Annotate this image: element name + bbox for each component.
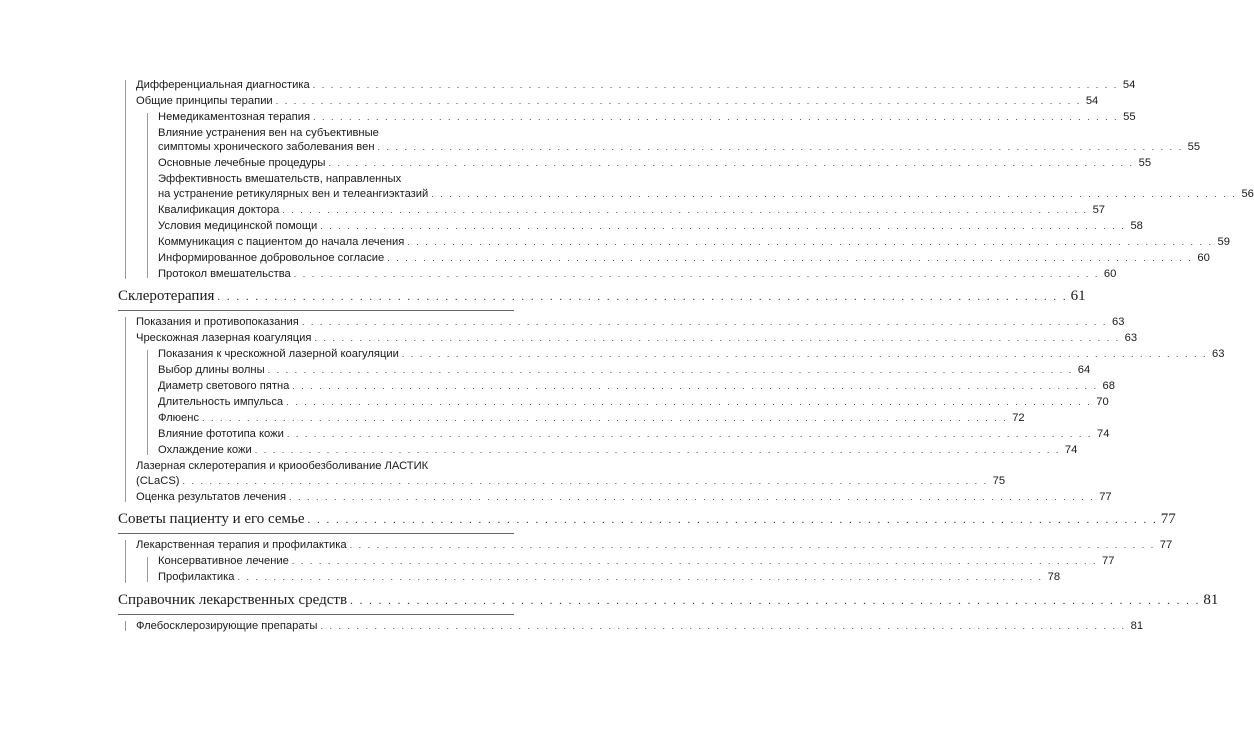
toc-entry-title: Коммуникация с пациентом до начала лечения	[158, 235, 405, 248]
toc-entry[interactable]	[158, 443, 1078, 458]
toc-entry[interactable]	[158, 126, 1201, 155]
table-of-contents	[118, 76, 1254, 633]
toc-entry[interactable]	[136, 490, 1112, 505]
dot-leader: . . . . . . . . . . . . . . . . . . . . . . . . . . . . . . . . . . . . . . . . . . . . . . . . . . . . . . . . . . . . . . . . . . . . . . . . . . . . . . . . . . . . . . . . . .	[320, 620, 1127, 631]
toc-chapter[interactable]	[118, 590, 1219, 611]
toc-entry-title: Влияние фототипа кожи	[158, 428, 284, 440]
toc-entry-page: 77	[1159, 539, 1173, 551]
toc-entry[interactable]	[158, 219, 1143, 234]
toc-entry[interactable]	[136, 619, 1144, 634]
toc-entry-page: 74	[1096, 428, 1110, 440]
toc-entry-page: 75	[992, 474, 1006, 487]
toc-entry-title: Лекарственная терапия и профилактика	[136, 539, 347, 551]
toc-entry-title: Квалификация доктора	[158, 203, 280, 216]
toc-entry-page: 63	[1111, 316, 1125, 328]
toc-entry-page: 63	[1212, 348, 1225, 360]
dot-leader: . . . . . . . . . . . . . . . . . . . . . . . . . . . . . . . . . . . . . . . . . . . . . . . . . . . . . . . . . . . . . . . . . . . . . . . . . . . . . . . . . . . . . . . . . .	[293, 268, 1100, 279]
toc-entry-page: 58	[1130, 219, 1143, 232]
toc-entry[interactable]	[158, 251, 1210, 266]
chapter-divider	[118, 533, 514, 534]
toc-subsection-group	[118, 554, 1115, 585]
toc-entry-title: Диаметр светового пятна	[158, 380, 290, 392]
toc-entry-title: Основные лечебные процедуры	[158, 157, 326, 169]
toc-entry[interactable]	[158, 172, 1254, 201]
toc-entry-page: 54	[1085, 94, 1099, 107]
toc-chapter-page: 77	[1160, 511, 1176, 527]
dot-leader: . . . . . . . . . . . . . . . . . . . . . . . . . . . . . . . . . . . . . . . . . . . . . . . . . . . . . . . . . . . . . . . . . . . . . . . . . . . . . . . . . . . . . . . . . .	[328, 158, 1135, 168]
toc-subsection-group	[118, 347, 1225, 458]
toc-entry-page: 77	[1102, 555, 1115, 567]
dot-leader: . . . . . . . . . . . . . . . . . . . . . . . . . . . . . . . . . . . . . . . . . . . . . . . . . . . . . . . . . . . . . . . . . . . . . . . . . . . . . . . . . . . . . . . . . .	[313, 111, 1119, 122]
dot-leader: . . . . . . . . . . . . . . . . . . . . . . . . . . . . . . . . . . . . . . . . . . . . . . . . . . . . . . . . . . . . . . . . . . . . . . . . . . . . . . . . . . . . . . . . . .	[407, 236, 1213, 247]
toc-chapter-page: 61	[1070, 288, 1086, 304]
toc-entry[interactable]	[136, 538, 1173, 553]
toc-entry-page: 77	[1099, 490, 1112, 503]
toc-entry-title: Информированное добровольное согласие	[158, 251, 385, 264]
dot-leader: . . . . . . . . . . . . . . . . . . . . . . . . . . . . . . . . . . . . . . . . . . . . . . . . . . . . . . . . . . . . . . . . . . . . . . . . . . . . . . . . . . . . . . . . . .	[254, 445, 1061, 455]
toc-entry[interactable]	[158, 203, 1106, 218]
toc-entry-title: Дифференциальная диагностика	[136, 78, 310, 91]
dot-leader: . . . . . . . . . . . . . . . . . . . . . . . . . . . . . . . . . . . . . . . . . . . . . . . . . . . . . . . . . . . . . . . . . . . . . . . . . . . . . . . . . . . . . . . . . .	[401, 349, 1208, 359]
dot-leader: . . . . . . . . . . . . . . . . . . . . . . . . . . . . . . . . . . . . . . . . . . . . . . . . . . . . . . . . . . . . . . . . . . . . . . . . . . . . . . . . . . . . . . . . . .	[349, 540, 1156, 550]
chapter-divider	[118, 614, 514, 615]
dot-leader: . . . . . . . . . . . . . . . . . . . . . . . . . . . . . . . . . . . . . . . . . . . . . . . . . . . . . . . . . . . . . . . . . . . . . . . . . . . . . . . . . . . . . . . . . .	[301, 317, 1108, 327]
toc-entry-title: Охлаждение кожи	[158, 444, 252, 456]
dot-leader: . . . . . . . . . . . . . . . . . . . . . . . . . . . . . . . . . . . . . . . . . . . . . . . . . . . . . . . . . . . . . . . . . . . . . . . . . . . . . . . . . . . . . . . . . .	[350, 594, 1201, 607]
toc-entry[interactable]	[158, 235, 1230, 250]
toc-section-group	[118, 619, 1144, 634]
toc-entry-title: Общие принципы терапии	[136, 94, 273, 107]
dot-leader: . . . . . . . . . . . . . . . . . . . . . . . . . . . . . . . . . . . . . . . . . . . . . . . . . . . . . . . . . . . . . . . . . . . . . . . . . . . . . . . . . . . . . . . . . .	[292, 381, 1098, 391]
toc-entry-page: 81	[1130, 619, 1144, 632]
toc-entry-title: Выбор длины волны	[158, 364, 265, 376]
toc-entry-page: 78	[1047, 571, 1061, 583]
toc-entry-page: 59	[1217, 235, 1230, 248]
toc-entry-page: 55	[1138, 157, 1152, 169]
toc-entry-title: Условия медицинской помощи	[158, 219, 318, 232]
toc-entry-page: 63	[1124, 332, 1138, 344]
toc-entry[interactable]	[136, 94, 1099, 109]
toc-entry-title: Консервативное лечение	[158, 555, 289, 567]
toc-entry-page: 60	[1197, 251, 1210, 264]
dot-leader: . . . . . . . . . . . . . . . . . . . . . . . . . . . . . . . . . . . . . . . . . . . . . . . . . . . . . . . . . . . . . . . . . . . . . . . . . . . . . . . . . . . . . . . . . .	[286, 397, 1092, 407]
dot-leader: . . . . . . . . . . . . . . . . . . . . . . . . . . . . . . . . . . . . . . . . . . . . . . . . . . . . . . . . . . . . . . . . . . . . . . . . . . . . . . . . . . . . . . . . . .	[312, 79, 1119, 90]
toc-entry[interactable]	[136, 331, 1138, 346]
toc-entry-title-continued: (CLaCS)	[136, 474, 180, 487]
toc-chapter[interactable]	[118, 286, 1086, 307]
toc-entry[interactable]	[158, 110, 1136, 125]
toc-entry[interactable]	[158, 427, 1110, 442]
dot-leader: . . . . . . . . . . . . . . . . . . . . . . . . . . . . . . . . . . . . . . . . . . . . . . . . . . . . . . . . . . . . . . . . . . . . . . . . . . . . . . . . . . . . . . . . . .	[275, 95, 1082, 106]
toc-entry-title: Чрескожная лазерная коагуляция	[136, 332, 312, 344]
toc-entry-title: Показания к чрескожной лазерной коагуляции	[158, 348, 399, 360]
dot-leader: . . . . . . . . . . . . . . . . . . . . . . . . . . . . . . . . . . . . . . . . . . . . . . . . . . . . . . . . . . . . . . . . . . . . . . . . . . . . . . . . . . . . . . . . . .	[289, 491, 1095, 502]
toc-entry[interactable]	[136, 78, 1136, 93]
toc-entry-title: Влияние устранения вен на субъективные	[158, 126, 379, 139]
dot-leader: . . . . . . . . . . . . . . . . . . . . . . . . . . . . . . . . . . . . . . . . . . . . . . . . . . . . . . . . . . . . . . . . . . . . . . . . . . . . . . . . . . . . . . . . . .	[431, 188, 1237, 199]
toc-chapter-page: 81	[1203, 591, 1219, 608]
dot-leader: . . . . . . . . . . . . . . . . . . . . . . . . . . . . . . . . . . . . . . . . . . . . . . . . . . . . . . . . . . . . . . . . . . . . . . . . . . . . . . . . . . . . . . . . . .	[377, 142, 1184, 152]
toc-entry-title: Немедикаментозная терапия	[158, 110, 311, 123]
dot-leader: . . . . . . . . . . . . . . . . . . . . . . . . . . . . . . . . . . . . . . . . . . . . . . . . . . . . . . . . . . . . . . . . . . . . . . . . . . . . . . . . . . . . . . . . . .	[291, 556, 1098, 566]
toc-chapter-title: Справочник лекарственных средств	[118, 591, 348, 608]
toc-entry-page: 56	[1241, 187, 1254, 200]
toc-entry[interactable]	[136, 459, 1006, 488]
dot-leader: . . . . . . . . . . . . . . . . . . . . . . . . . . . . . . . . . . . . . . . . . . . . . . . . . . . . . . . . . . . . . . . . . . . . . . . . . . . . . . . . . . . . . . . . . .	[217, 291, 1068, 303]
toc-entry-page: 55	[1187, 141, 1201, 153]
toc-entry-page: 74	[1064, 444, 1078, 456]
dot-leader: . . . . . . . . . . . . . . . . . . . . . . . . . . . . . . . . . . . . . . . . . . . . . . . . . . . . . . . . . . . . . . . . . . . . . . . . . . . . . . . . . . . . . . . . . .	[237, 572, 1044, 582]
toc-entry-title: Флебосклерозирующие препараты	[136, 619, 318, 632]
toc-entry[interactable]	[158, 395, 1109, 410]
toc-entry-page: 60	[1103, 267, 1117, 280]
toc-chapter[interactable]	[118, 509, 1176, 530]
toc-entry-page: 64	[1077, 364, 1091, 376]
toc-entry[interactable]	[158, 156, 1152, 171]
toc-entry-page: 54	[1122, 78, 1136, 91]
toc-section-group	[118, 78, 1254, 282]
toc-entry[interactable]	[158, 363, 1091, 378]
dot-leader: . . . . . . . . . . . . . . . . . . . . . . . . . . . . . . . . . . . . . . . . . . . . . . . . . . . . . . . . . . . . . . . . . . . . . . . . . . . . . . . . . . . . . . . . . .	[320, 220, 1126, 231]
toc-entry-title: Оценка результатов лечения	[136, 490, 287, 503]
dot-leader: . . . . . . . . . . . . . . . . . . . . . . . . . . . . . . . . . . . . . . . . . . . . . . . . . . . . . . . . . . . . . . . . . . . . . . . . . . . . . . . . . . . . . . . . . .	[387, 252, 1193, 263]
toc-entry-title: Показания и противопоказания	[136, 316, 299, 328]
dot-leader: . . . . . . . . . . . . . . . . . . . . . . . . . . . . . . . . . . . . . . . . . . . . . . . . . . . . . . . . . . . . . . . . . . . . . . . . . . . . . . . . . . . . . . . . . .	[182, 475, 989, 486]
toc-entry-title-continued: симптомы хронического заболевания вен	[158, 141, 375, 153]
dot-leader: . . . . . . . . . . . . . . . . . . . . . . . . . . . . . . . . . . . . . . . . . . . . . . . . . . . . . . . . . . . . . . . . . . . . . . . . . . . . . . . . . . . . . . . . . .	[202, 413, 1008, 423]
toc-section-group	[118, 315, 1225, 504]
dot-leader: . . . . . . . . . . . . . . . . . . . . . . . . . . . . . . . . . . . . . . . . . . . . . . . . . . . . . . . . . . . . . . . . . . . . . . . . . . . . . . . . . . . . . . . . . .	[314, 333, 1121, 343]
toc-entry-page: 68	[1102, 380, 1115, 392]
toc-entry-title: Профилактика	[158, 571, 235, 583]
toc-entry-page: 72	[1012, 412, 1025, 424]
toc-subsection-group	[118, 110, 1254, 282]
chapter-divider	[118, 310, 514, 311]
toc-entry-title: Флюенс	[158, 412, 200, 424]
toc-entry-page: 57	[1092, 203, 1106, 216]
toc-entry[interactable]	[158, 411, 1025, 426]
toc-entry-title: Лазерная склеротерапия и криообезболивание ЛАСТИК	[136, 460, 429, 472]
toc-entry[interactable]	[158, 570, 1061, 585]
dot-leader: . . . . . . . . . . . . . . . . . . . . . . . . . . . . . . . . . . . . . . . . . . . . . . . . . . . . . . . . . . . . . . . . . . . . . . . . . . . . . . . . . . . . . . . . . .	[282, 204, 1089, 215]
toc-entry[interactable]	[158, 347, 1225, 362]
toc-chapter-title: Советы пациенту и его семье	[118, 511, 305, 527]
toc-entry[interactable]	[158, 267, 1117, 282]
toc-section-group	[118, 538, 1173, 585]
toc-entry-title: Эффективность вмешательств, направленных	[158, 173, 402, 185]
toc-entry-page: 55	[1123, 110, 1136, 123]
dot-leader: . . . . . . . . . . . . . . . . . . . . . . . . . . . . . . . . . . . . . . . . . . . . . . . . . . . . . . . . . . . . . . . . . . . . . . . . . . . . . . . . . . . . . . . . . .	[307, 514, 1158, 526]
toc-entry[interactable]	[158, 554, 1115, 569]
toc-entry[interactable]	[158, 379, 1115, 394]
toc-chapter-title: Склеротерапия	[118, 288, 215, 304]
dot-leader: . . . . . . . . . . . . . . . . . . . . . . . . . . . . . . . . . . . . . . . . . . . . . . . . . . . . . . . . . . . . . . . . . . . . . . . . . . . . . . . . . . . . . . . . . .	[267, 365, 1074, 375]
toc-entry-title: Протокол вмешательства	[158, 267, 291, 280]
toc-entry[interactable]	[136, 315, 1125, 330]
toc-entry-page: 70	[1096, 396, 1109, 408]
dot-leader: . . . . . . . . . . . . . . . . . . . . . . . . . . . . . . . . . . . . . . . . . . . . . . . . . . . . . . . . . . . . . . . . . . . . . . . . . . . . . . . . . . . . . . . . . .	[286, 429, 1093, 439]
toc-entry-title-continued: на устранение ретикулярных вен и телеангиэктазий	[158, 187, 429, 200]
toc-entry-title: Длительность импульса	[158, 396, 284, 408]
